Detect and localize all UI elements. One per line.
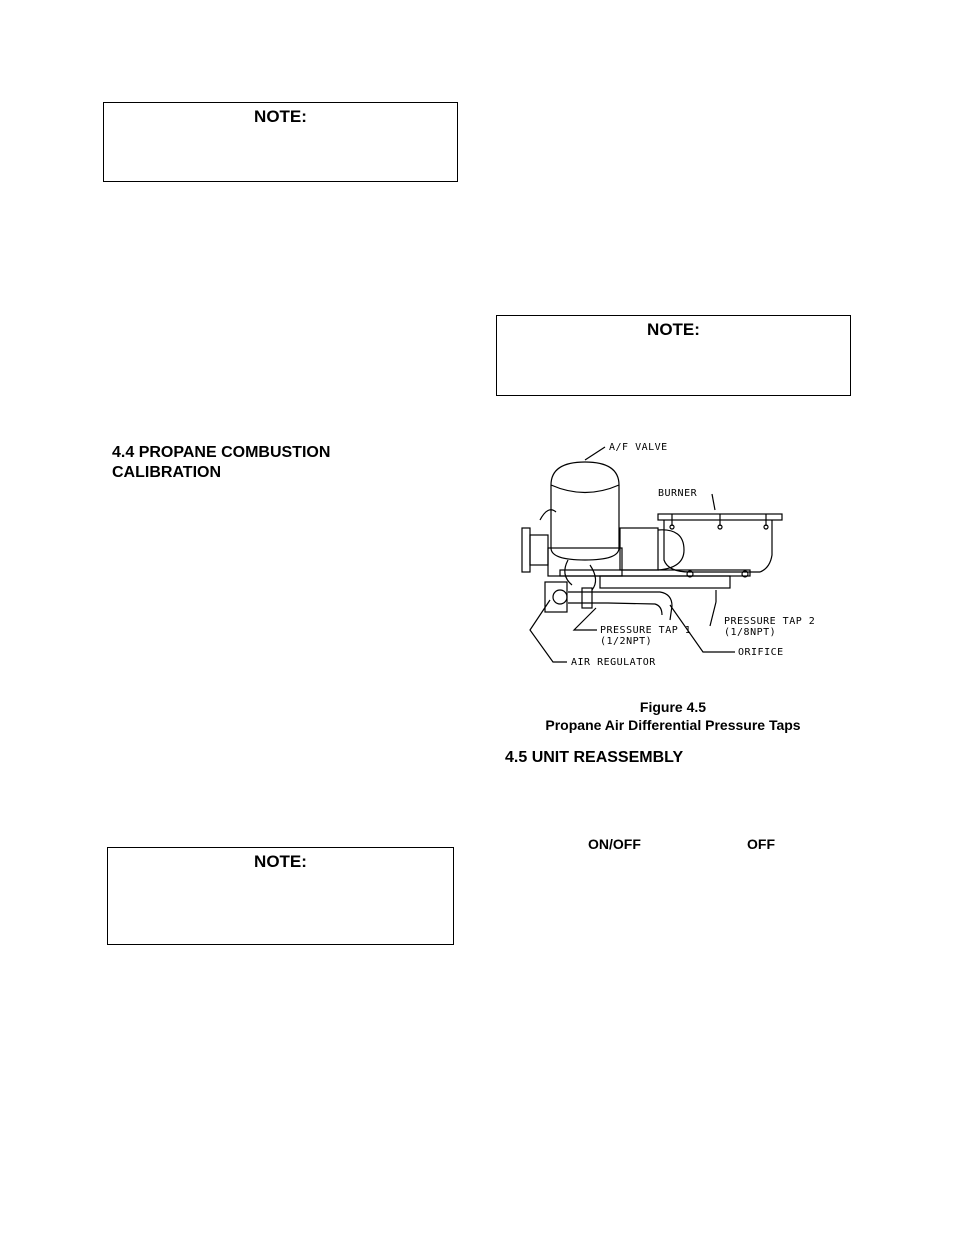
section-4-5-heading: 4.5 UNIT REASSEMBLY [505,749,684,766]
section-4-4-heading-line2: CALIBRATION [112,464,222,481]
figure-label-pressure-tap-2: PRESSURE TAP 2 [724,616,816,627]
switch-state: OFF [747,836,775,852]
figure-label-pressure-tap-1: PRESSURE TAP 1 [600,625,692,636]
note-box-3 [107,847,454,945]
figure-caption [520,698,826,734]
air-regulator-body [545,582,567,612]
figure-label-air-regulator: AIR REGULATOR [571,657,656,668]
note-title: NOTE: [647,320,700,339]
figure-label-pressure-tap-2-size: (1/8NPT) [724,627,777,638]
af-valve-body [551,462,619,560]
note-title: NOTE: [254,107,307,126]
section-4-4-heading-line1: 4.4 PROPANE COMBUSTION [112,444,331,461]
figure-label-pressure-tap-1-size: (1/2NPT) [600,636,653,647]
figure-label-orifice: ORIFICE [738,647,784,658]
figure-label-burner: BURNER [658,488,698,499]
figure-caption-number: Figure 4.5 [639,699,707,715]
note-title: NOTE: [254,852,307,871]
figure-caption-title: Propane Air Differential Pressure Taps [545,717,801,733]
figure-label-af-valve: A/F VALVE [609,442,668,453]
switch-name: ON/OFF [588,836,641,852]
